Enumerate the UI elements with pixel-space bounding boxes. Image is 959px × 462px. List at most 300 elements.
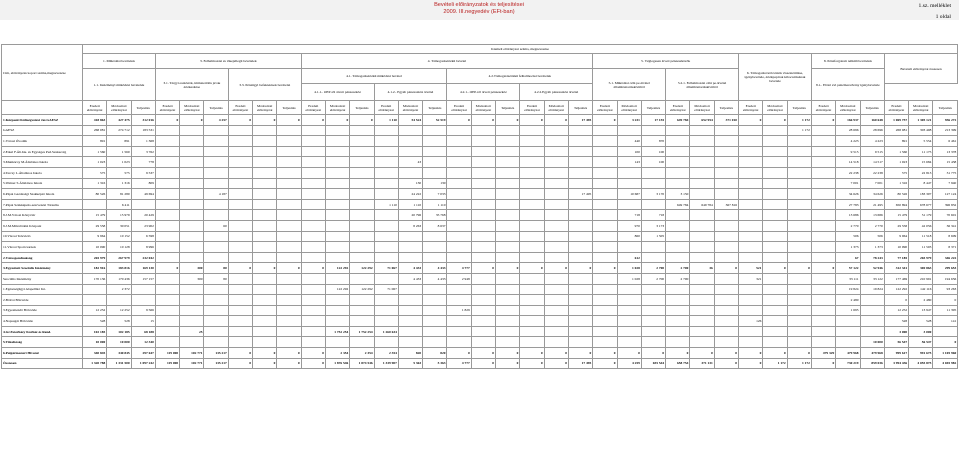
value-cell — [496, 231, 520, 242]
value-cell — [568, 167, 592, 178]
value-cell — [350, 210, 374, 221]
value-cell — [253, 284, 277, 295]
value-cell — [617, 125, 641, 136]
value-cell — [155, 157, 179, 168]
value-cell: 528 — [909, 316, 933, 327]
value-cell: 4 187 — [204, 189, 228, 200]
value-cell: 170 436 — [107, 273, 131, 284]
value-cell — [641, 295, 665, 306]
value-cell — [690, 189, 714, 200]
value-cell — [739, 231, 763, 242]
value-cell — [350, 295, 374, 306]
value-cell — [544, 242, 568, 253]
value-cell — [180, 199, 204, 210]
value-cell: 970 — [617, 220, 641, 231]
column-header: Teljesítés — [860, 101, 884, 115]
value-cell: 0 — [471, 115, 495, 126]
value-cell: 0 — [471, 358, 495, 369]
value-cell — [204, 146, 228, 157]
value-cell: 1 260 634 — [374, 326, 398, 337]
value-cell — [301, 284, 325, 295]
value-cell — [593, 199, 617, 210]
value-cell: 4 055 875 — [909, 358, 933, 369]
value-cell — [520, 242, 544, 253]
value-cell — [520, 210, 544, 221]
value-cell — [471, 189, 495, 200]
value-cell — [447, 242, 471, 253]
group-header: 3. Felhalmozási és tőkejellegű bevételek — [155, 54, 301, 69]
value-cell — [398, 167, 422, 178]
value-cell — [325, 136, 349, 147]
value-cell — [520, 305, 544, 316]
subgroup-header: 5.1. Működési célú pe.átvétel államháztartáskívülről — [593, 69, 666, 101]
value-cell — [496, 125, 520, 136]
value-cell — [350, 178, 374, 189]
value-cell: 2 480 — [909, 295, 933, 306]
value-cell: 102 185 — [83, 326, 107, 337]
value-cell — [568, 178, 592, 189]
value-cell: 809 — [131, 178, 155, 189]
value-cell — [180, 125, 204, 136]
value-cell: 371 010 — [714, 115, 738, 126]
value-cell — [714, 305, 738, 316]
value-cell — [666, 136, 690, 147]
value-cell — [374, 273, 398, 284]
value-cell: 29 558 — [83, 220, 107, 231]
value-cell — [714, 136, 738, 147]
value-cell: 612 — [617, 252, 641, 263]
value-cell: 1 560 — [107, 146, 131, 157]
value-cell: 506 — [860, 231, 884, 242]
value-cell — [763, 231, 787, 242]
value-cell — [277, 316, 301, 327]
value-cell: 0 — [763, 115, 787, 126]
value-cell — [787, 199, 811, 210]
value-cell: 36 — [690, 263, 714, 274]
value-cell: 19 824 — [836, 284, 860, 295]
value-cell — [860, 295, 884, 306]
group-header: 6. Támogatási kölcsönök visszatérülése, igénybevétele, értékpapírok kibocsátásának bevétele — [739, 54, 812, 101]
value-cell — [690, 326, 714, 337]
value-cell: 0 — [933, 295, 958, 306]
value-cell: 1 505 — [641, 231, 665, 242]
value-cell: 122 292 — [350, 263, 374, 274]
value-cell — [325, 178, 349, 189]
attachment-number: 1.sz. melléklet — [918, 3, 951, 9]
value-cell — [398, 242, 422, 253]
value-cell: 33 122 — [860, 273, 884, 284]
value-cell: 31 775 — [933, 167, 958, 178]
value-cell — [180, 305, 204, 316]
table-row — [2, 157, 958, 168]
value-cell: 1 331 500 — [107, 358, 131, 369]
value-cell — [253, 157, 277, 168]
value-cell: 0 — [520, 348, 544, 359]
value-cell — [763, 242, 787, 253]
value-cell — [155, 231, 179, 242]
value-cell: 15 479 — [884, 210, 908, 221]
value-cell — [471, 284, 495, 295]
value-cell: 21 495 — [860, 199, 884, 210]
value-cell — [350, 189, 374, 200]
value-cell — [471, 305, 495, 316]
subgroup-header: 3.1. Tárgyi eszközök, immateriális javak értékesítése — [155, 69, 228, 101]
value-cell — [690, 167, 714, 178]
value-cell — [763, 252, 787, 263]
value-cell — [471, 337, 495, 348]
value-cell — [544, 231, 568, 242]
subgroup-header: 5.2.1. Felhalmozási célú pe.átvétel államháztartáskívülről — [666, 69, 739, 101]
subgroup-header: 1.1. Intézményi működési bevételek — [83, 69, 156, 101]
value-cell — [447, 146, 471, 157]
value-cell — [617, 337, 641, 348]
detail-header: 4.2.2.Egyéb pénzeszköz átvétel — [520, 84, 593, 101]
value-cell — [568, 337, 592, 348]
value-cell — [811, 220, 835, 231]
value-cell — [155, 242, 179, 253]
value-cell — [350, 157, 374, 168]
value-cell: 12 252 — [884, 305, 908, 316]
value-cell — [787, 305, 811, 316]
value-cell — [520, 136, 544, 147]
value-cell — [374, 231, 398, 242]
value-cell — [155, 273, 179, 284]
value-cell: 80 — [204, 273, 228, 284]
value-cell — [228, 295, 252, 306]
value-cell: 17 495 — [568, 358, 592, 369]
table-row — [2, 210, 958, 221]
table-row — [2, 199, 958, 210]
row-label: 3.Egyesített Szociális Intézmény — [2, 263, 83, 274]
value-cell: 7 940 — [933, 178, 958, 189]
value-cell — [496, 316, 520, 327]
value-cell — [666, 157, 690, 168]
value-cell: 52 946 — [860, 263, 884, 274]
value-cell: 0 — [496, 115, 520, 126]
value-cell — [471, 295, 495, 306]
value-cell — [666, 231, 690, 242]
value-cell — [666, 316, 690, 327]
value-cell: 183 816 — [107, 263, 131, 274]
value-cell — [107, 295, 131, 306]
value-cell — [155, 316, 179, 327]
value-cell: 28 696 — [836, 125, 860, 136]
value-cell: 2 354 — [350, 348, 374, 359]
value-cell: 9 515 — [860, 146, 884, 157]
value-cell — [520, 337, 544, 348]
value-cell: 142 116 — [909, 284, 933, 295]
value-cell — [860, 305, 884, 316]
column-header: Eredeti előirányzat — [155, 101, 179, 115]
value-cell — [155, 295, 179, 306]
table-row — [2, 295, 958, 306]
value-cell: 5 554 — [909, 136, 933, 147]
column-header: Eredeti előirányzat — [666, 101, 690, 115]
detail-header: 4.1.2.. Egyéb pénzeszköz átvétel — [374, 84, 447, 101]
value-cell — [544, 199, 568, 210]
value-cell — [690, 178, 714, 189]
row-label: 2.Bölcsi Bölcsőde — [2, 295, 83, 306]
value-cell: 891 — [884, 136, 908, 147]
value-cell — [253, 273, 277, 284]
value-cell: 4 433 — [423, 263, 447, 274]
value-cell — [787, 220, 811, 231]
value-cell — [447, 189, 471, 200]
value-cell — [423, 157, 447, 168]
column-header: Teljesítés — [423, 101, 447, 115]
value-cell — [277, 284, 301, 295]
value-cell — [228, 199, 252, 210]
value-cell: 11 518 — [909, 231, 933, 242]
value-cell — [568, 210, 592, 221]
value-cell: 312 016 — [131, 115, 155, 126]
value-cell: 6 598 — [131, 231, 155, 242]
value-cell: 440 — [617, 136, 641, 147]
value-cell — [763, 337, 787, 348]
value-cell — [568, 316, 592, 327]
value-cell: 0 — [933, 337, 958, 348]
value-cell — [423, 337, 447, 348]
value-cell — [253, 316, 277, 327]
value-cell — [617, 305, 641, 316]
value-cell — [398, 231, 422, 242]
value-cell — [714, 210, 738, 221]
value-cell — [641, 242, 665, 253]
value-cell — [204, 326, 228, 337]
value-cell: 170 136 — [83, 273, 107, 284]
value-cell — [350, 337, 374, 348]
value-cell — [83, 199, 107, 210]
value-cell — [83, 295, 107, 306]
value-cell — [739, 136, 763, 147]
column-header: Módosított előirányzat — [180, 101, 204, 115]
value-cell — [568, 157, 592, 168]
value-cell — [204, 305, 228, 316]
value-cell: 0 — [253, 358, 277, 369]
value-cell — [301, 273, 325, 284]
value-cell — [811, 136, 835, 147]
row-label: Szociális Intézmény — [2, 273, 83, 284]
value-cell — [763, 295, 787, 306]
value-cell — [350, 220, 374, 231]
value-cell: 0 — [301, 263, 325, 274]
value-cell — [374, 167, 398, 178]
value-cell: 1 097 242 — [131, 358, 155, 369]
value-cell: 7 033 — [423, 189, 447, 200]
value-cell — [180, 146, 204, 157]
value-cell — [155, 220, 179, 231]
value-cell — [131, 284, 155, 295]
value-cell: 479 968 — [836, 348, 860, 359]
row-label: 2.Erkel F.Ált.Isk. és Egységes Ped.Szakszolg — [2, 146, 83, 157]
group-header: 5. Véglegesen átvett pénzeszközök — [593, 54, 739, 69]
value-cell — [739, 125, 763, 136]
value-cell — [204, 252, 228, 263]
value-cell — [787, 146, 811, 157]
value-cell — [714, 326, 738, 337]
value-cell: 122 292 — [884, 284, 908, 295]
value-cell — [520, 326, 544, 337]
value-cell: 891 — [83, 136, 107, 147]
value-cell: 1 305 121 — [909, 115, 933, 126]
value-cell — [617, 167, 641, 178]
value-cell: 4 257 — [204, 115, 228, 126]
value-cell — [544, 273, 568, 284]
value-cell — [714, 178, 738, 189]
value-cell — [277, 157, 301, 168]
column-header: Teljesítés — [131, 101, 155, 115]
value-cell: 80 — [204, 263, 228, 274]
value-cell — [253, 231, 277, 242]
value-cell — [714, 125, 738, 136]
column-header: Eredeti előirányzat — [739, 101, 763, 115]
value-cell: 369 863 — [909, 263, 933, 274]
value-cell: 12 252 — [107, 305, 131, 316]
row-label: 6.Polgármesteri Hivatal — [2, 348, 83, 359]
value-cell — [787, 167, 811, 178]
value-cell — [228, 252, 252, 263]
row-label: 4.Gr.Esterházy Kórház és Rend. — [2, 326, 83, 337]
value-cell: 268 081 — [884, 125, 908, 136]
value-cell: 13 686 — [860, 210, 884, 221]
value-cell — [423, 125, 447, 136]
subgroup-header: 4.2.Támogatásértékű felhalmozási bevételek — [447, 69, 593, 84]
value-cell — [690, 220, 714, 231]
value-cell: 2 770 — [836, 220, 860, 231]
value-cell — [398, 295, 422, 306]
column-header: Teljesítés — [350, 101, 374, 115]
value-cell — [568, 199, 592, 210]
value-cell — [398, 305, 422, 316]
value-cell — [301, 220, 325, 231]
value-cell: 56 547 — [884, 337, 908, 348]
column-header: Módosított előirányzat — [763, 101, 787, 115]
value-cell — [690, 136, 714, 147]
value-cell — [447, 220, 471, 231]
value-cell — [253, 210, 277, 221]
value-cell — [447, 136, 471, 147]
column-header: Módosított előirányzat — [398, 101, 422, 115]
value-cell — [763, 220, 787, 231]
value-cell — [714, 284, 738, 295]
value-cell — [253, 178, 277, 189]
value-cell — [787, 295, 811, 306]
value-cell — [666, 242, 690, 253]
value-cell: 1 373 — [860, 242, 884, 253]
table-row — [2, 273, 958, 284]
value-cell — [155, 146, 179, 157]
value-cell — [228, 231, 252, 242]
value-cell — [301, 242, 325, 253]
value-cell — [617, 316, 641, 327]
value-cell — [836, 326, 860, 337]
column-header: Módosított előirányzat — [471, 101, 495, 115]
table-row — [2, 305, 958, 316]
value-cell — [666, 326, 690, 337]
column-header: Teljesítés — [641, 101, 665, 115]
value-cell — [447, 252, 471, 263]
value-cell: 183 531 — [131, 125, 155, 136]
value-cell — [496, 326, 520, 337]
value-cell: 15 479 — [83, 210, 107, 221]
value-cell — [544, 284, 568, 295]
value-cell — [496, 178, 520, 189]
value-cell — [836, 316, 860, 327]
value-cell — [277, 242, 301, 253]
value-cell: 11 175 — [909, 146, 933, 157]
value-cell — [690, 210, 714, 221]
value-cell — [350, 242, 374, 253]
value-cell — [714, 337, 738, 348]
value-cell: 7 001 — [836, 178, 860, 189]
value-cell — [739, 146, 763, 157]
value-cell: 8 371 — [933, 242, 958, 253]
value-cell: 0 — [739, 115, 763, 126]
value-cell — [155, 125, 179, 136]
value-cell — [447, 199, 471, 210]
value-cell: 177 469 — [884, 273, 908, 284]
value-cell — [641, 252, 665, 263]
value-cell — [228, 305, 252, 316]
value-cell: 0 — [617, 348, 641, 359]
value-cell — [471, 231, 495, 242]
value-cell — [690, 252, 714, 263]
value-cell: 4 259 — [617, 358, 641, 369]
column-header: Teljesítés — [714, 101, 738, 115]
value-cell: 12 252 — [83, 305, 107, 316]
table-row — [2, 189, 958, 200]
value-cell: 20 429 — [131, 210, 155, 221]
value-cell — [155, 167, 179, 178]
value-cell — [544, 305, 568, 316]
value-cell — [301, 252, 325, 263]
value-cell — [228, 273, 252, 284]
value-cell — [180, 220, 204, 231]
value-cell — [739, 295, 763, 306]
value-cell: 418 863 — [83, 115, 107, 126]
value-cell: 22 813 — [909, 167, 933, 178]
value-cell — [739, 284, 763, 295]
value-cell — [228, 316, 252, 327]
value-cell: 0 — [787, 263, 811, 274]
value-cell — [423, 242, 447, 253]
value-cell: 25 — [180, 326, 204, 337]
value-cell — [471, 242, 495, 253]
value-cell — [301, 316, 325, 327]
value-cell: 1 110 — [374, 199, 398, 210]
value-cell — [301, 167, 325, 178]
value-cell: 51 179 — [909, 210, 933, 221]
value-cell — [520, 220, 544, 231]
value-cell: 126 — [739, 316, 763, 327]
value-cell: 367 816 — [714, 199, 738, 210]
value-cell — [763, 210, 787, 221]
value-cell: 0 — [763, 263, 787, 274]
value-cell: 68 188 — [131, 326, 155, 337]
value-cell — [374, 146, 398, 157]
value-cell: 13 947 — [909, 305, 933, 316]
value-cell: 658 754 — [666, 358, 690, 369]
value-cell: 17 495 — [568, 189, 592, 200]
value-cell — [301, 146, 325, 157]
value-cell — [811, 326, 835, 337]
value-cell: 1 023 — [107, 157, 131, 168]
value-cell — [544, 316, 568, 327]
value-cell: 1 069 757 — [884, 115, 908, 126]
value-cell — [739, 220, 763, 231]
value-cell — [471, 157, 495, 168]
value-cell — [447, 326, 471, 337]
